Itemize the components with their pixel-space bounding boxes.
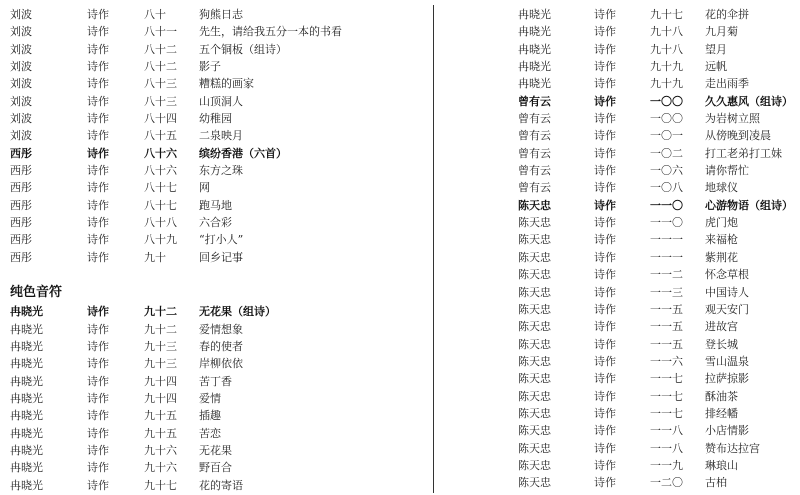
entry-genre: 诗作 — [594, 25, 616, 39]
entry-title: 回乡记事 — [199, 250, 243, 264]
entry-title: 望月 — [705, 42, 727, 56]
entry-title: 拉萨掠影 — [705, 372, 749, 386]
entry-page-number: 一一七 — [650, 372, 683, 386]
entry-page-number: 八十七 — [144, 198, 177, 212]
entry-genre: 诗作 — [594, 268, 616, 282]
toc-entry — [10, 425, 415, 442]
entry-author: 陈天忠 — [518, 285, 551, 299]
entry-author: 曾有云 — [518, 164, 551, 178]
entry-title: 花的伞拼 — [705, 8, 749, 21]
left-column — [10, 6, 415, 494]
toc-entry-group-title — [10, 145, 415, 162]
entry-author: 刘波 — [10, 8, 32, 21]
entry-author: 西彤 — [10, 198, 32, 212]
toc-entry — [10, 197, 415, 214]
entry-author: 陈天忠 — [518, 268, 551, 282]
toc-entry — [10, 477, 415, 494]
entry-author: 刘波 — [10, 77, 32, 91]
toc-entry — [10, 75, 415, 92]
entry-title: 五个铜板（组诗） — [199, 42, 287, 56]
entry-title: 赞布达拉宫 — [705, 441, 760, 455]
entry-title: 古柏 — [705, 476, 727, 490]
entry-genre: 诗作 — [87, 409, 109, 423]
entry-author: 西彤 — [10, 250, 32, 264]
entry-genre: 诗作 — [594, 233, 616, 247]
entry-genre: 诗作 — [594, 424, 616, 438]
entry-page-number: 一一五 — [650, 302, 683, 316]
entry-title: 苦恋 — [199, 426, 221, 440]
entry-title: 琳琅山 — [705, 458, 738, 472]
entry-author: 冉晓光 — [10, 461, 43, 475]
entry-genre: 诗作 — [594, 476, 616, 490]
toc-entry — [518, 370, 798, 387]
entry-genre: 诗作 — [594, 129, 616, 143]
entry-title: 观天安门 — [705, 302, 749, 316]
entry-title: 东方之珠 — [199, 164, 243, 178]
entry-page-number: 一二〇 — [650, 476, 683, 490]
entry-title: 请你帮忙 — [705, 164, 749, 178]
toc-entry — [10, 355, 415, 372]
entry-author: 西彤 — [10, 164, 32, 178]
entry-genre: 诗作 — [87, 322, 109, 336]
entry-title: 跑马地 — [199, 198, 232, 212]
entry-author: 西彤 — [10, 146, 32, 160]
toc-entry — [10, 249, 415, 266]
entry-author: 陈天忠 — [518, 233, 551, 247]
entry-author: 西彤 — [10, 181, 32, 195]
entry-title: 远帆 — [705, 60, 727, 74]
entry-genre: 诗作 — [87, 357, 109, 371]
toc-entry — [518, 58, 798, 75]
entry-title: 来福枪 — [705, 233, 738, 247]
entry-genre: 诗作 — [87, 129, 109, 143]
toc-entry — [518, 422, 798, 439]
entry-genre: 诗作 — [594, 112, 616, 126]
toc-entry — [518, 179, 798, 196]
entry-title: 心游物语（组诗） — [705, 198, 793, 212]
entry-title: 二泉映月 — [199, 129, 243, 143]
entry-page-number: 一一二 — [650, 268, 683, 282]
entry-title: 久久惠风（组诗） — [705, 94, 793, 108]
entry-page-number: 八十五 — [144, 129, 177, 143]
entry-page-number: 八十六 — [144, 164, 177, 178]
entry-page-number: 一一一 — [650, 233, 683, 247]
entry-title: 怀念草根 — [705, 268, 749, 282]
entry-page-number: 一〇〇 — [650, 94, 683, 108]
entry-title: 糟糕的画家 — [199, 77, 254, 91]
entry-genre: 诗作 — [594, 285, 616, 299]
entry-title: 打工老弟打工妹 — [705, 146, 782, 160]
entry-genre: 诗作 — [87, 374, 109, 388]
entry-genre: 诗作 — [87, 478, 109, 492]
entry-page-number: 九十六 — [144, 443, 177, 457]
entry-page-number: 一一七 — [650, 406, 683, 420]
entry-author: 陈天忠 — [518, 406, 551, 420]
entry-page-number: 一〇〇 — [650, 112, 683, 126]
toc-entry — [518, 318, 798, 335]
entry-genre: 诗作 — [594, 320, 616, 334]
toc-entry — [518, 41, 798, 58]
right-column — [518, 6, 798, 492]
entry-title: 中国诗人 — [705, 285, 749, 299]
entry-genre: 诗作 — [87, 216, 109, 230]
entry-title: 进故宫 — [705, 320, 738, 334]
entry-author: 陈天忠 — [518, 302, 551, 316]
entry-author: 陈天忠 — [518, 441, 551, 455]
entry-title: 狗熊日志 — [199, 8, 243, 21]
entry-title: 春的使者 — [199, 339, 243, 353]
entry-page-number: 八十三 — [144, 77, 177, 91]
entry-genre: 诗作 — [594, 146, 616, 160]
toc-group-1 — [10, 6, 415, 266]
toc-entry — [518, 336, 798, 353]
entry-author: 曾有云 — [518, 112, 551, 126]
entry-page-number: 一一九 — [650, 458, 683, 472]
entry-page-number: 八十 — [144, 8, 166, 21]
entry-title: 网 — [199, 181, 210, 195]
entry-genre: 诗作 — [594, 250, 616, 264]
entry-genre: 诗作 — [594, 42, 616, 56]
entry-title: 虎门炮 — [705, 216, 738, 230]
entry-author: 陈天忠 — [518, 458, 551, 472]
toc-entry — [10, 338, 415, 355]
entry-page-number: 八十三 — [144, 94, 177, 108]
entry-author: 曾有云 — [518, 181, 551, 195]
toc-entry-group-title — [10, 303, 415, 320]
entry-genre: 诗作 — [594, 302, 616, 316]
toc-entry — [10, 58, 415, 75]
entry-genre: 诗作 — [87, 112, 109, 126]
entry-title: 无花果（组诗） — [199, 305, 276, 319]
entry-author: 陈天忠 — [518, 389, 551, 403]
entry-genre: 诗作 — [87, 8, 109, 21]
entry-genre: 诗作 — [87, 426, 109, 440]
entry-title: 爱情想象 — [199, 322, 243, 336]
entry-page-number: 一一八 — [650, 441, 683, 455]
entry-title: 地球仪 — [705, 181, 738, 195]
entry-author: 陈天忠 — [518, 354, 551, 368]
entry-title: 苦丁香 — [199, 374, 232, 388]
entry-genre: 诗作 — [594, 372, 616, 386]
entry-genre: 诗作 — [87, 94, 109, 108]
entry-author: 冉晓光 — [10, 322, 43, 336]
entry-author: 冉晓光 — [10, 339, 43, 353]
entry-page-number: 九十七 — [650, 8, 683, 21]
entry-genre: 诗作 — [87, 233, 109, 247]
entry-page-number: 九十五 — [144, 409, 177, 423]
entry-page-number: 九十七 — [144, 478, 177, 492]
toc-entry — [10, 41, 415, 58]
entry-page-number: 一一一 — [650, 250, 683, 264]
entry-page-number: 一一六 — [650, 354, 683, 368]
entry-genre: 诗作 — [594, 389, 616, 403]
entry-author: 冉晓光 — [10, 305, 43, 319]
entry-title: 野百合 — [199, 461, 232, 475]
entry-genre: 诗作 — [87, 391, 109, 405]
entry-title: 先生，请给我五分一本的书看 — [199, 25, 342, 39]
toc-entry — [10, 214, 415, 231]
column-divider — [433, 5, 434, 493]
toc-entry — [10, 179, 415, 196]
entry-genre: 诗作 — [594, 458, 616, 472]
toc-entry — [10, 321, 415, 338]
entry-page-number: 一〇八 — [650, 181, 683, 195]
entry-title: 登长城 — [705, 337, 738, 351]
toc-entry — [10, 162, 415, 179]
entry-author: 刘波 — [10, 94, 32, 108]
entry-author: 冉晓光 — [10, 443, 43, 457]
entry-title: 排经幡 — [705, 406, 738, 420]
entry-genre: 诗作 — [594, 77, 616, 91]
entry-author: 曾有云 — [518, 94, 551, 108]
toc-entry-group-title — [518, 93, 798, 110]
entry-page-number: 八十六 — [144, 146, 177, 160]
entry-title: 六合彩 — [199, 216, 232, 230]
entry-page-number: 九十八 — [650, 42, 683, 56]
entry-genre: 诗作 — [87, 305, 109, 319]
toc-entry — [518, 6, 798, 23]
entry-author: 刘波 — [10, 42, 32, 56]
entry-page-number: 八十二 — [144, 60, 177, 74]
toc-entry — [518, 405, 798, 422]
entry-author: 刘波 — [10, 60, 32, 74]
entry-page-number: 八十一 — [144, 25, 177, 39]
toc-entry — [10, 110, 415, 127]
entry-author: 冉晓光 — [10, 409, 43, 423]
entry-page-number: 一〇六 — [650, 164, 683, 178]
entry-page-number: 九十九 — [650, 77, 683, 91]
entry-author: 冉晓光 — [518, 60, 551, 74]
entry-author: 冉晓光 — [518, 42, 551, 56]
entry-page-number: 九十 — [144, 250, 166, 264]
entry-genre: 诗作 — [594, 181, 616, 195]
toc-entry — [518, 249, 798, 266]
entry-title: “打小人” — [199, 233, 244, 247]
entry-author: 曾有云 — [518, 146, 551, 160]
entry-genre: 诗作 — [87, 42, 109, 56]
entry-page-number: 一一〇 — [650, 216, 683, 230]
entry-genre: 诗作 — [87, 339, 109, 353]
toc-entry — [518, 127, 798, 144]
entry-genre: 诗作 — [87, 461, 109, 475]
entry-page-number: 九十九 — [650, 60, 683, 74]
entry-genre: 诗作 — [87, 181, 109, 195]
entry-page-number: 八十二 — [144, 42, 177, 56]
entry-author: 冉晓光 — [10, 357, 43, 371]
entry-author: 陈天忠 — [518, 337, 551, 351]
entry-author: 冉晓光 — [518, 8, 551, 21]
entry-genre: 诗作 — [594, 406, 616, 420]
toc-entry — [518, 23, 798, 40]
toc-entry — [518, 75, 798, 92]
entry-genre: 诗作 — [594, 216, 616, 230]
entry-page-number: 一一三 — [650, 285, 683, 299]
entry-author: 冉晓光 — [518, 25, 551, 39]
entry-author: 冉晓光 — [518, 77, 551, 91]
entry-genre: 诗作 — [594, 354, 616, 368]
entry-title: 缤纷香港（六首） — [199, 146, 287, 160]
entry-author: 冉晓光 — [10, 374, 43, 388]
entry-genre: 诗作 — [87, 146, 109, 160]
entry-author: 冉晓光 — [10, 391, 43, 405]
entry-page-number: 九十五 — [144, 426, 177, 440]
toc-entry — [518, 353, 798, 370]
entry-page-number: 九十三 — [144, 357, 177, 371]
entry-author: 陈天忠 — [518, 216, 551, 230]
entry-author: 刘波 — [10, 129, 32, 143]
entry-title: 雪山温泉 — [705, 354, 749, 368]
entry-author: 陈天忠 — [518, 372, 551, 386]
entry-genre: 诗作 — [87, 250, 109, 264]
entry-page-number: 一一五 — [650, 337, 683, 351]
entry-genre: 诗作 — [594, 337, 616, 351]
entry-genre: 诗作 — [87, 25, 109, 39]
entry-title: 山顶洞人 — [199, 94, 243, 108]
entry-author: 冉晓光 — [10, 426, 43, 440]
section-gap — [10, 266, 415, 282]
entry-title: 小店情影 — [705, 424, 749, 438]
toc-entry — [10, 231, 415, 248]
entry-page-number: 九十二 — [144, 305, 177, 319]
toc-entry — [518, 266, 798, 283]
toc-entry — [518, 301, 798, 318]
toc-entry — [518, 145, 798, 162]
entry-genre: 诗作 — [87, 77, 109, 91]
entry-author: 冉晓光 — [10, 478, 43, 492]
entry-page-number: 八十四 — [144, 112, 177, 126]
toc-entry — [518, 110, 798, 127]
toc-entry — [518, 162, 798, 179]
entry-author: 刘波 — [10, 112, 32, 126]
entry-title: 插趣 — [199, 409, 221, 423]
entry-page-number: 一一七 — [650, 389, 683, 403]
entry-genre: 诗作 — [87, 443, 109, 457]
entry-author: 西彤 — [10, 216, 32, 230]
toc-entry — [518, 214, 798, 231]
toc-entry — [518, 284, 798, 301]
entry-genre: 诗作 — [594, 164, 616, 178]
entry-author: 曾有云 — [518, 129, 551, 143]
toc-entry — [518, 474, 798, 491]
toc-entry — [518, 231, 798, 248]
entry-genre: 诗作 — [594, 8, 616, 21]
entry-author: 陈天忠 — [518, 476, 551, 490]
entry-author: 陈天忠 — [518, 198, 551, 212]
entry-title: 为岩树立照 — [705, 112, 760, 126]
entry-genre: 诗作 — [594, 94, 616, 108]
entry-title: 幼稚园 — [199, 112, 232, 126]
toc-entry-group-title — [518, 197, 798, 214]
toc-entry — [10, 23, 415, 40]
toc-entry — [10, 459, 415, 476]
entry-page-number: 九十三 — [144, 339, 177, 353]
entry-genre: 诗作 — [87, 60, 109, 74]
entry-page-number: 八十八 — [144, 216, 177, 230]
toc-entry — [518, 457, 798, 474]
entry-title: 酥油茶 — [705, 389, 738, 403]
entry-page-number: 九十四 — [144, 374, 177, 388]
toc-group-2 — [10, 303, 415, 494]
entry-genre: 诗作 — [87, 164, 109, 178]
toc-entry — [10, 373, 415, 390]
toc-entry — [518, 388, 798, 405]
toc-entry — [518, 440, 798, 457]
entry-page-number: 九十四 — [144, 391, 177, 405]
toc-entry — [10, 442, 415, 459]
entry-genre: 诗作 — [87, 198, 109, 212]
entry-title: 影子 — [199, 60, 221, 74]
entry-title: 爱情 — [199, 391, 221, 405]
entry-title: 走出雨季 — [705, 77, 749, 91]
entry-page-number: 一〇一 — [650, 129, 683, 143]
entry-title: 九月菊 — [705, 25, 738, 39]
entry-author: 刘波 — [10, 25, 32, 39]
entry-page-number: 八十七 — [144, 181, 177, 195]
entry-title: 无花果 — [199, 443, 232, 457]
entry-page-number: 九十八 — [650, 25, 683, 39]
section-heading: 纯色音符 — [10, 285, 63, 301]
entry-author: 西彤 — [10, 233, 32, 247]
entry-page-number: 八十九 — [144, 233, 177, 247]
toc-entry — [10, 6, 415, 23]
entry-genre: 诗作 — [594, 198, 616, 212]
entry-genre: 诗作 — [594, 441, 616, 455]
entry-page-number: 一一八 — [650, 424, 683, 438]
entry-page-number: 九十六 — [144, 461, 177, 475]
entry-author: 陈天忠 — [518, 320, 551, 334]
toc-entry — [10, 407, 415, 424]
toc-entry — [10, 93, 415, 110]
entry-genre: 诗作 — [594, 60, 616, 74]
entry-page-number: 一〇二 — [650, 146, 683, 160]
entry-page-number: 九十二 — [144, 322, 177, 336]
toc-entry — [10, 390, 415, 407]
entry-title: 花的寄语 — [199, 478, 243, 492]
entry-page-number: 一一五 — [650, 320, 683, 334]
entry-author: 陈天忠 — [518, 250, 551, 264]
entry-title: 紫荆花 — [705, 250, 738, 264]
entry-author: 陈天忠 — [518, 424, 551, 438]
entry-page-number: 一一〇 — [650, 198, 683, 212]
entry-title: 从傍晚到凌晨 — [705, 129, 771, 143]
entry-title: 岸柳依依 — [199, 357, 243, 371]
toc-entry — [10, 127, 415, 144]
